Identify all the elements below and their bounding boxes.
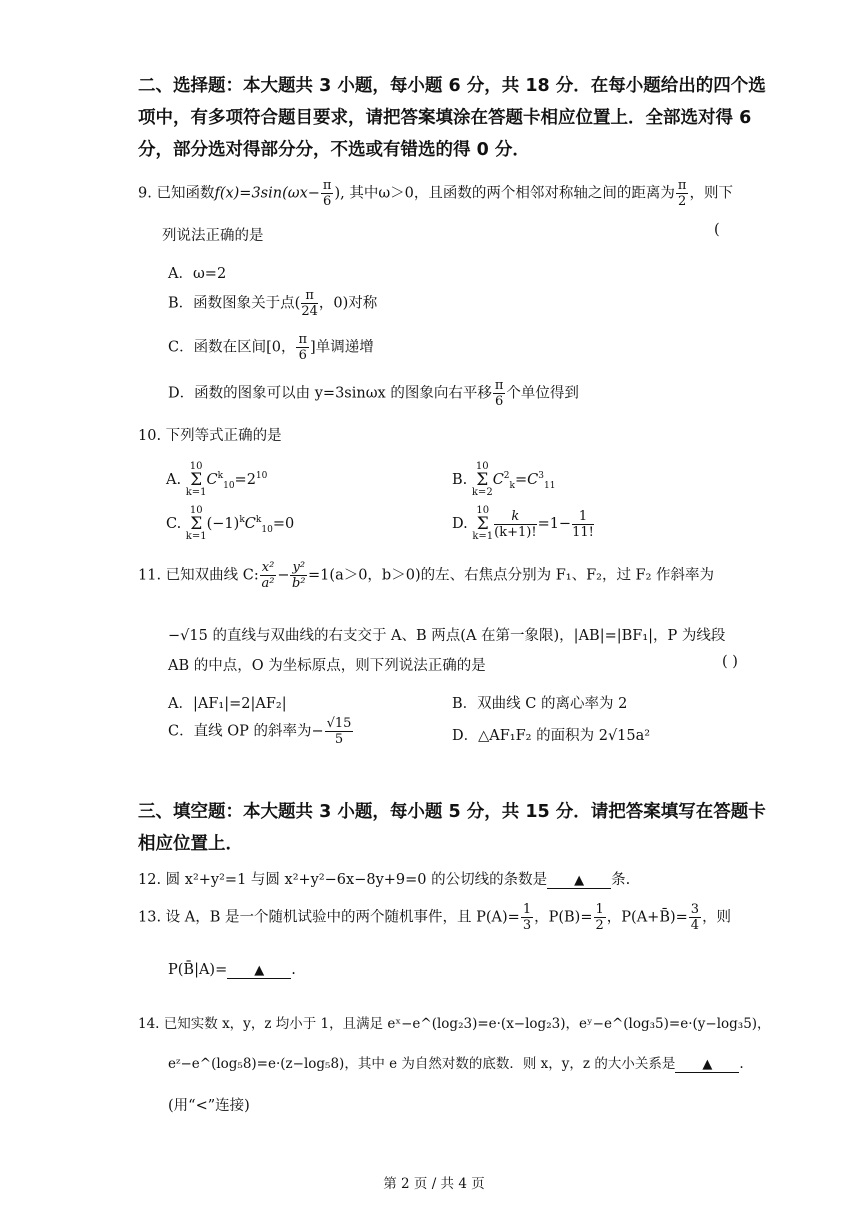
q11-line3: AB 的中点，O 为坐标原点，则下列说法正确的是 (168, 658, 486, 674)
q13-answer-blank[interactable]: ▲ (227, 963, 291, 979)
q14-line1: 14. 已知实数 x，y，z 均小于 1，且满足 eˣ−e^(log₂3)=e·(x−log₂3)，eʸ−e^(log₃5)=e·(y−log₃5)， (138, 1016, 771, 1032)
q11-answer-paren: ( ) (722, 654, 738, 670)
q14-line3: (用“<”连接) (168, 1098, 250, 1114)
q12: 12. 圆 x²+y²=1 与圆 x²+y²−6x−8y+9=0 的公切线的条数是 ▲ 条. (138, 872, 631, 888)
q10-option-b: B. 10 Σ $k=2C^2_k=C^3_{11}$ (452, 461, 556, 498)
section-2-heading: 二、选择题：本大题共 3 小题，每小题 6 分，共 18 分．在每小题给出的四个选项中，有多项符合题目要求，请把答案填涂在答题卡相应位置上．全部选对得 6 分，部分选对得部分分，不选或有错选的得 0 分． (138, 76, 766, 160)
q14-line2: eᶻ−e^(log₅8)=e·(z−log₅8)，其中 e 为自然对数的底数．则 x，y，z 的大小关系是 ▲ . (168, 1056, 744, 1072)
q11-line1: 11. 已知双曲线 C: $\frac{\text{x²}}{\text{a²}}$ − $\frac{\text{y²}}{\text{b²}}$ =1(a＞0，b＞0)的左、右焦点分别为 F₁、F₂，过 F₂ 作斜率为 (138, 560, 715, 591)
q11-option-a: A．|AF₁|=2|AF₂| (168, 696, 287, 712)
section-3-heading: 三、填空题：本大题共 3 小题，每小题 5 分，共 15 分．请把答案填写在答题卡相应位置上． (138, 802, 766, 854)
q13-line2: P(B̄|A)= ▲ . (168, 962, 296, 978)
q11-option-d: D．△AF₁F₂ 的面积为 2√15a² (452, 728, 651, 744)
q11-option-c: C．直线 OP 的斜率为− $\frac{√15}{5}$ (168, 716, 352, 747)
q10-option-a: A. 10 Σ $k=1C^k_{10}=2^{10}$ (166, 461, 268, 498)
q10-option-d: D. 10 Σ k=1 $\frac{k}{(k+1)!}$ =1− $\frac{1}{11!}$ (452, 505, 594, 542)
q11-line2: −√15 的直线与双曲线的右支交于 A、B 两点(A 在第一象限)，|AB|=|BF₁|，P 为线段 (168, 628, 726, 644)
q9-option-a: A．ω=2 (168, 266, 227, 282)
q9-option-c: C．函数在区间[0， $\frac{\pi}{6}$ ]单调递增 (168, 332, 374, 363)
q10-stem: 10. 下列等式正确的是 (138, 428, 282, 444)
q10-option-c: C. 10 Σ $k=1(-1)^kC^k_{10}=0$ (166, 505, 295, 542)
q11-option-b: B．双曲线 C 的离心率为 2 (452, 696, 628, 712)
q9-answer-paren: ( (714, 222, 720, 238)
q9-option-d: D．函数的图象可以由 y=3sinωx 的图象向右平移 $\frac{\pi}{6}$ 个单位得到 (168, 378, 579, 409)
q14-answer-blank[interactable]: ▲ (675, 1057, 739, 1073)
q12-answer-blank[interactable]: ▲ (547, 873, 611, 889)
q13-line1: 13. 设 A，B 是一个随机试验中的两个随机事件，且 P(A)= $\frac{1}{3}$ ，P(B)= $\frac{1}{2}$ ，P(A+B̄)= $\frac{3}{4}$ ，则 (138, 902, 732, 933)
q9-option-b: B．函数图象关于点( $\frac{\pi}{24}$ ，0)对称 (168, 288, 378, 319)
q9-line2: 列说法正确的是 (162, 228, 264, 244)
page-footer: 第 2 页 / 共 4 页 (383, 1176, 485, 1192)
q9-line1: 9. 已知函数f(x)=3sin(ωx− $\frac{\pi}{6}$ ), 其中ω＞0，且函数的两个相邻对称轴之间的距离为 $\frac{\pi}{2}$ ，则下 (138, 178, 733, 209)
